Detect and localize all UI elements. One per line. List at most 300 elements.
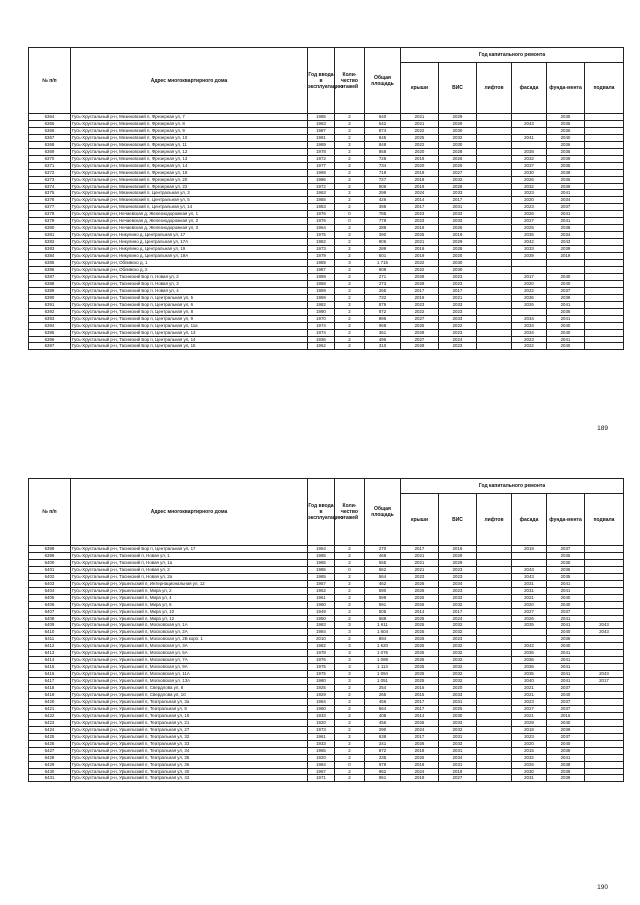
cell-floors: 2 <box>335 712 365 719</box>
cell-lift <box>477 552 512 559</box>
page-number: 190 <box>597 884 608 891</box>
cell-address: Гусь-Хрустальный р-н, Уршельский п, Театральная ул, 32 <box>71 733 308 740</box>
cell-num: 6372 <box>29 169 71 176</box>
cell-area: 270 <box>365 546 401 553</box>
cell-vis: 2025 <box>439 705 477 712</box>
cell-roof: 2026 <box>401 594 439 601</box>
cell-num: 6374 <box>29 183 71 190</box>
cell-foundation: 2039 <box>547 768 585 775</box>
cell-roof: 2025 <box>401 322 439 329</box>
cell-facade: 2032 <box>512 155 547 162</box>
cell-floors: 2 <box>335 301 365 308</box>
cell-facade: 2035 <box>512 232 547 239</box>
table-row <box>29 587 624 594</box>
cell-roof: 2014 <box>401 608 439 615</box>
cell-address: Гусь-Хрустальный р-н, Никулино д, Центральная ул, 17А <box>71 239 308 246</box>
table-row <box>29 664 624 671</box>
cell-floors: 2 <box>335 134 365 141</box>
cell-facade: 2023 <box>512 733 547 740</box>
cell-vis: 2018 <box>439 546 477 553</box>
cell-facade: 2026 <box>512 301 547 308</box>
cell-address: Гусь-Хрустальный р-н, Нечаевская д, Железнодорожная ул, 2 <box>71 218 308 225</box>
cell-foundation: 2040 <box>547 643 585 650</box>
cell-num: 6388 <box>29 280 71 287</box>
cell-basement <box>585 218 624 225</box>
cell-foundation: 2040 <box>547 343 585 350</box>
table-row <box>29 148 624 155</box>
cell-roof: 2022 <box>401 266 439 273</box>
cell-roof: 2028 <box>401 329 439 336</box>
cell-area: 398 <box>365 204 401 211</box>
cell-foundation: 2041 <box>547 671 585 678</box>
cell-facade: 2036 <box>512 294 547 301</box>
cell-address: Гусь-Хрустальный р-н, Уршельский п, Московская ул, 9А <box>71 664 308 671</box>
header-roof: крыши <box>401 63 439 114</box>
cell-lift <box>477 622 512 629</box>
cell-year: 1990 <box>308 308 335 315</box>
cell-roof: 2026 <box>401 719 439 726</box>
cell-lift <box>477 204 512 211</box>
cell-roof: 2028 <box>401 343 439 350</box>
cell-vis: 2032 <box>439 134 477 141</box>
cell-year: 1985 <box>308 573 335 580</box>
cell-foundation: 2037 <box>547 546 585 553</box>
cell-year: 1967 <box>308 768 335 775</box>
cell-basement <box>585 719 624 726</box>
cell-facade: 2037 <box>512 162 547 169</box>
table-row <box>29 719 624 726</box>
cell-year: 1985 <box>308 552 335 559</box>
cell-facade: 2027 <box>512 608 547 615</box>
cell-vis: 2030 <box>439 127 477 134</box>
cell-vis: 2030 <box>439 712 477 719</box>
cell-floors: 2 <box>335 322 365 329</box>
cell-facade: 2017 <box>512 273 547 280</box>
cell-foundation: 2040 <box>547 719 585 726</box>
cell-vis: 2033 <box>439 594 477 601</box>
header-repair-group: Год капитального ремонта <box>401 48 624 63</box>
cell-year: 1976 <box>308 218 335 225</box>
cell-floors: 2 <box>335 698 365 705</box>
cell-lift <box>477 650 512 657</box>
cell-facade: 2032 <box>512 754 547 761</box>
cell-lift <box>477 301 512 308</box>
cell-foundation: 2041 <box>547 587 585 594</box>
table-row <box>29 183 624 190</box>
header-facade: фасада <box>512 63 547 114</box>
cell-address: Гусь-Хрустальный р-н, Уршельский п, Театральная ул, 27 <box>71 726 308 733</box>
cell-year: 1933 <box>308 712 335 719</box>
cell-roof: 2026 <box>401 580 439 587</box>
cell-foundation: 2038 <box>547 747 585 754</box>
cell-area: 1 620 <box>365 643 401 650</box>
cell-address: Гусь-Хрустальный р-н, Мезиновский п, Фрезерная ул, 7 <box>71 114 308 121</box>
table-row <box>29 169 624 176</box>
table-row <box>29 239 624 246</box>
cell-foundation: 2040 <box>547 629 585 636</box>
cell-year: 1974 <box>308 322 335 329</box>
cell-num: 6421 <box>29 705 71 712</box>
cell-foundation: 2035 <box>547 120 585 127</box>
cell-lift <box>477 615 512 622</box>
cell-year: 1979 <box>308 253 335 260</box>
cell-facade: 2020 <box>512 740 547 747</box>
cell-floors: 0 <box>335 211 365 218</box>
cell-lift <box>477 573 512 580</box>
cell-roof: 2021 <box>401 559 439 566</box>
cell-vis: 2023 <box>439 566 477 573</box>
cell-roof: 2023 <box>401 218 439 225</box>
cell-year: 1972 <box>308 155 335 162</box>
cell-floors: 2 <box>335 273 365 280</box>
cell-basement <box>585 664 624 671</box>
cell-facade: 2020 <box>512 601 547 608</box>
cell-foundation: 2041 <box>547 664 585 671</box>
cell-address: Гусь-Хрустальный р-н, Мезиновский п, Фрезерная ул, 13 <box>71 155 308 162</box>
header-num: № п/п <box>29 479 71 546</box>
cell-year: 1981 <box>308 134 335 141</box>
cell-num: 6369 <box>29 148 71 155</box>
table-row <box>29 336 624 343</box>
cell-foundation: 2041 <box>547 211 585 218</box>
cell-lift <box>477 329 512 336</box>
table-row <box>29 657 624 664</box>
cell-num: 6381 <box>29 232 71 239</box>
cell-vis: 2030 <box>439 266 477 273</box>
cell-vis: 2023 <box>439 573 477 580</box>
cell-floors: 2 <box>335 280 365 287</box>
cell-roof: 2017 <box>401 287 439 294</box>
cell-lift <box>477 580 512 587</box>
cell-basement <box>585 134 624 141</box>
cell-facade: 2042 <box>512 239 547 246</box>
cell-num: 6375 <box>29 190 71 197</box>
cell-roof: 2019 <box>401 253 439 260</box>
cell-foundation: 2041 <box>547 622 585 629</box>
cell-facade: 2021 <box>512 712 547 719</box>
cell-roof: 2026 <box>401 740 439 747</box>
cell-vis: 2031 <box>439 733 477 740</box>
cell-lift <box>477 176 512 183</box>
cell-basement <box>585 705 624 712</box>
cell-facade <box>512 552 547 559</box>
cell-foundation: 2035 <box>547 552 585 559</box>
cell-floors: 2 <box>335 190 365 197</box>
cell-facade: 2032 <box>512 183 547 190</box>
cell-facade: 2027 <box>512 705 547 712</box>
table-row <box>29 211 624 218</box>
cell-vis: 2032 <box>439 664 477 671</box>
cell-facade: 2021 <box>512 692 547 699</box>
cell-num: 6390 <box>29 294 71 301</box>
header-address: Адрес многоквартирного дома <box>71 479 308 546</box>
cell-address: Гусь-Хрустальный р-н, Мезиновский п, Фрезерная ул, 9 <box>71 127 308 134</box>
cell-year: 1933 <box>308 740 335 747</box>
cell-year: 1964 <box>308 225 335 232</box>
cell-vis: 2026 <box>439 155 477 162</box>
cell-year: 1949 <box>308 608 335 615</box>
cell-lift <box>477 546 512 553</box>
cell-floors: 3 <box>335 678 365 685</box>
cell-area: 785 <box>365 211 401 218</box>
cell-lift <box>477 315 512 322</box>
cell-area: 1 611 <box>365 622 401 629</box>
cell-year: 1960 <box>308 601 335 608</box>
cell-roof: 2016 <box>401 685 439 692</box>
cell-area: 951 <box>365 775 401 782</box>
table-row <box>29 260 624 267</box>
cell-area: 727 <box>365 176 401 183</box>
cell-area: 265 <box>365 692 401 699</box>
cell-floors: 2 <box>335 176 365 183</box>
cell-floors: 2 <box>335 169 365 176</box>
cell-foundation: 2039 <box>547 294 585 301</box>
table-row <box>29 573 624 580</box>
cell-area: 542 <box>365 120 401 127</box>
cell-year: 1975 <box>308 664 335 671</box>
cell-basement <box>585 232 624 239</box>
cell-area: 555 <box>365 559 401 566</box>
table-row <box>29 747 624 754</box>
cell-foundation: 2038 <box>547 761 585 768</box>
cell-lift <box>477 294 512 301</box>
cell-basement <box>585 754 624 761</box>
cell-vis: 2033 <box>439 218 477 225</box>
cell-address: Гусь-Хрустальный р-н, Тасинский Бор п, Новая ул, 3 <box>71 280 308 287</box>
cell-lift <box>477 148 512 155</box>
cell-year: 1929 <box>308 692 335 699</box>
cell-roof: 2021 <box>401 552 439 559</box>
cell-area: 426 <box>365 197 401 204</box>
cell-basement <box>585 559 624 566</box>
cell-lift <box>477 671 512 678</box>
cell-roof: 2024 <box>401 726 439 733</box>
cell-num: 6387 <box>29 273 71 280</box>
cell-vis: 2031 <box>439 204 477 211</box>
cell-vis: 2023 <box>439 280 477 287</box>
cell-vis: 2033 <box>439 301 477 308</box>
cell-year: 1970 <box>308 315 335 322</box>
cell-address: Гусь-Хрустальный р-н, Уршельский п, Московская ул, 2Б корп. 1 <box>71 636 308 643</box>
cell-floors: 2 <box>335 329 365 336</box>
cell-year: 1962 <box>308 587 335 594</box>
cell-facade: 2015 <box>512 747 547 754</box>
cell-basement <box>585 726 624 733</box>
table-row <box>29 754 624 761</box>
table-row <box>29 552 624 559</box>
cell-vis: 2032 <box>439 643 477 650</box>
table-row <box>29 301 624 308</box>
repair-table-page-190 <box>28 478 624 782</box>
cell-foundation: 2036 <box>547 141 585 148</box>
cell-lift <box>477 260 512 267</box>
cell-lift <box>477 190 512 197</box>
cell-area: 732 <box>365 294 401 301</box>
cell-basement <box>585 266 624 273</box>
cell-facade <box>512 260 547 267</box>
cell-floors: 3 <box>335 671 365 678</box>
cell-basement <box>585 155 624 162</box>
cell-vis: 2024 <box>439 615 477 622</box>
cell-vis: 2021 <box>439 294 477 301</box>
cell-floors: 2 <box>335 225 365 232</box>
cell-area: 235 <box>365 754 401 761</box>
cell-area: 496 <box>365 336 401 343</box>
cell-basement <box>585 273 624 280</box>
cell-basement <box>585 698 624 705</box>
cell-roof: 2021 <box>401 566 439 573</box>
cell-year: 1959 <box>308 273 335 280</box>
table-row <box>29 294 624 301</box>
header-facade: фасада <box>512 494 547 546</box>
cell-basement <box>585 657 624 664</box>
cell-facade: 2041 <box>512 134 547 141</box>
cell-basement <box>585 650 624 657</box>
header-lift: лифтов <box>477 63 512 114</box>
cell-foundation: 2041 <box>547 650 585 657</box>
cell-area: 290 <box>365 726 401 733</box>
cell-lift <box>477 733 512 740</box>
cell-lift <box>477 692 512 699</box>
cell-foundation: 2040 <box>547 273 585 280</box>
table-row <box>29 733 624 740</box>
cell-year: 1954 <box>308 546 335 553</box>
cell-area: 845 <box>365 134 401 141</box>
cell-facade: 2025 <box>512 225 547 232</box>
cell-lift <box>477 162 512 169</box>
cell-floors: 2 <box>335 114 365 121</box>
cell-floors: 2 <box>335 183 365 190</box>
cell-lift <box>477 120 512 127</box>
cell-num: 6404 <box>29 587 71 594</box>
cell-area: 590 <box>365 587 401 594</box>
cell-year: 2010 <box>308 636 335 643</box>
cell-basement <box>585 294 624 301</box>
table-row <box>29 726 624 733</box>
cell-lift <box>477 343 512 350</box>
cell-num: 6383 <box>29 246 71 253</box>
cell-lift <box>477 629 512 636</box>
cell-basement <box>585 761 624 768</box>
cell-basement <box>585 225 624 232</box>
cell-area: 719 <box>365 169 401 176</box>
table-row <box>29 566 624 573</box>
cell-floors: 2 <box>335 266 365 273</box>
cell-area: 564 <box>365 573 401 580</box>
cell-address: Гусь-Хрустальный р-н, Уршельский п, Мира ул, 4 <box>71 594 308 601</box>
cell-roof: 2028 <box>401 280 439 287</box>
cell-floors: 0 <box>335 761 365 768</box>
cell-address: Гусь-Хрустальный р-н, Мезиновский п, Фрезерная ул, 10 <box>71 134 308 141</box>
header-year: Год ввода в эксплуатацию <box>308 48 335 114</box>
cell-foundation: 2038 <box>547 225 585 232</box>
cell-year: 1978 <box>308 650 335 657</box>
cell-address: Гусь-Хрустальный р-н, Тасинский Бор п, Новая ул, 4 <box>71 287 308 294</box>
cell-area: 874 <box>365 127 401 134</box>
cell-facade: 2023 <box>512 698 547 705</box>
table-row <box>29 685 624 692</box>
cell-foundation: 2037 <box>547 287 585 294</box>
table-row <box>29 141 624 148</box>
cell-address: Гусь-Хрустальный р-н, Уршельский п, Театральная ул, 40 <box>71 768 308 775</box>
cell-roof: 2021 <box>401 120 439 127</box>
cell-floors: 2 <box>335 127 365 134</box>
cell-roof: 2019 <box>401 246 439 253</box>
table-row <box>29 601 624 608</box>
cell-address: Гусь-Хрустальный р-н, Мезиновский п, Фрезерная ул, 14 <box>71 162 308 169</box>
cell-roof: 2025 <box>401 664 439 671</box>
cell-num: 6367 <box>29 134 71 141</box>
cell-lift <box>477 740 512 747</box>
cell-address: Гусь-Хрустальный р-н, Уршельский п, Мира ул, 10 <box>71 608 308 615</box>
cell-facade: 2030 <box>512 169 547 176</box>
cell-num: 6378 <box>29 211 71 218</box>
cell-address: Гусь-Хрустальный р-н, Тасинский п, Новая ул, 2а <box>71 573 308 580</box>
cell-floors: 0 <box>335 218 365 225</box>
cell-facade: 2031 <box>512 775 547 782</box>
cell-vis: 2033 <box>439 692 477 699</box>
cell-area: 299 <box>365 190 401 197</box>
cell-foundation <box>547 266 585 273</box>
table-row <box>29 740 624 747</box>
cell-basement <box>585 768 624 775</box>
cell-address: Гусь-Хрустальный р-н, Обливско д, 2 <box>71 266 308 273</box>
cell-address: Гусь-Хрустальный р-н, Уршельский п, Театральная ул, 18 <box>71 712 308 719</box>
cell-vis: 2032 <box>439 176 477 183</box>
cell-num: 6400 <box>29 559 71 566</box>
cell-foundation: 2041 <box>547 754 585 761</box>
cell-lift <box>477 754 512 761</box>
table-row <box>29 204 624 211</box>
cell-foundation: 2040 <box>547 692 585 699</box>
cell-area: 779 <box>365 218 401 225</box>
cell-area: 872 <box>365 747 401 754</box>
cell-year: 1980 <box>308 678 335 685</box>
cell-area: 894 <box>365 636 401 643</box>
cell-basement <box>585 301 624 308</box>
cell-num: 6411 <box>29 636 71 643</box>
cell-basement <box>585 190 624 197</box>
cell-floors: 2 <box>335 343 365 350</box>
cell-num: 6417 <box>29 678 71 685</box>
cell-address: Гусь-Хрустальный р-н, Уршельский п, Театральная ул, 33 <box>71 740 308 747</box>
cell-floors: 2 <box>335 594 365 601</box>
cell-num: 6420 <box>29 698 71 705</box>
cell-address: Гусь-Хрустальный р-н, Уршельский п, Интернациональная ул, 12 <box>71 580 308 587</box>
cell-facade: 2034 <box>512 322 547 329</box>
cell-foundation: 2037 <box>547 698 585 705</box>
table-row <box>29 643 624 650</box>
cell-year: 1965 <box>308 747 335 754</box>
cell-vis: 2017 <box>439 197 477 204</box>
cell-vis: 2029 <box>439 559 477 566</box>
cell-num: 6384 <box>29 253 71 260</box>
cell-lift <box>477 643 512 650</box>
cell-area: 599 <box>365 594 401 601</box>
table-row <box>29 559 624 566</box>
cell-address: Гусь-Хрустальный р-н, Тасинский Бор п, Центральная ул, 5 <box>71 294 308 301</box>
cell-area: 589 <box>365 615 401 622</box>
cell-foundation: 2039 <box>547 775 585 782</box>
cell-vis: 2034 <box>439 754 477 761</box>
cell-year: 1957 <box>308 580 335 587</box>
cell-foundation: 2041 <box>547 580 585 587</box>
cell-roof: 2027 <box>401 315 439 322</box>
cell-facade: 2022 <box>512 287 547 294</box>
cell-floors: 2 <box>335 204 365 211</box>
cell-address: Гусь-Хрустальный р-н, Уршельский п, Свердлова ул, 10 <box>71 692 308 699</box>
cell-roof: 2022 <box>401 260 439 267</box>
